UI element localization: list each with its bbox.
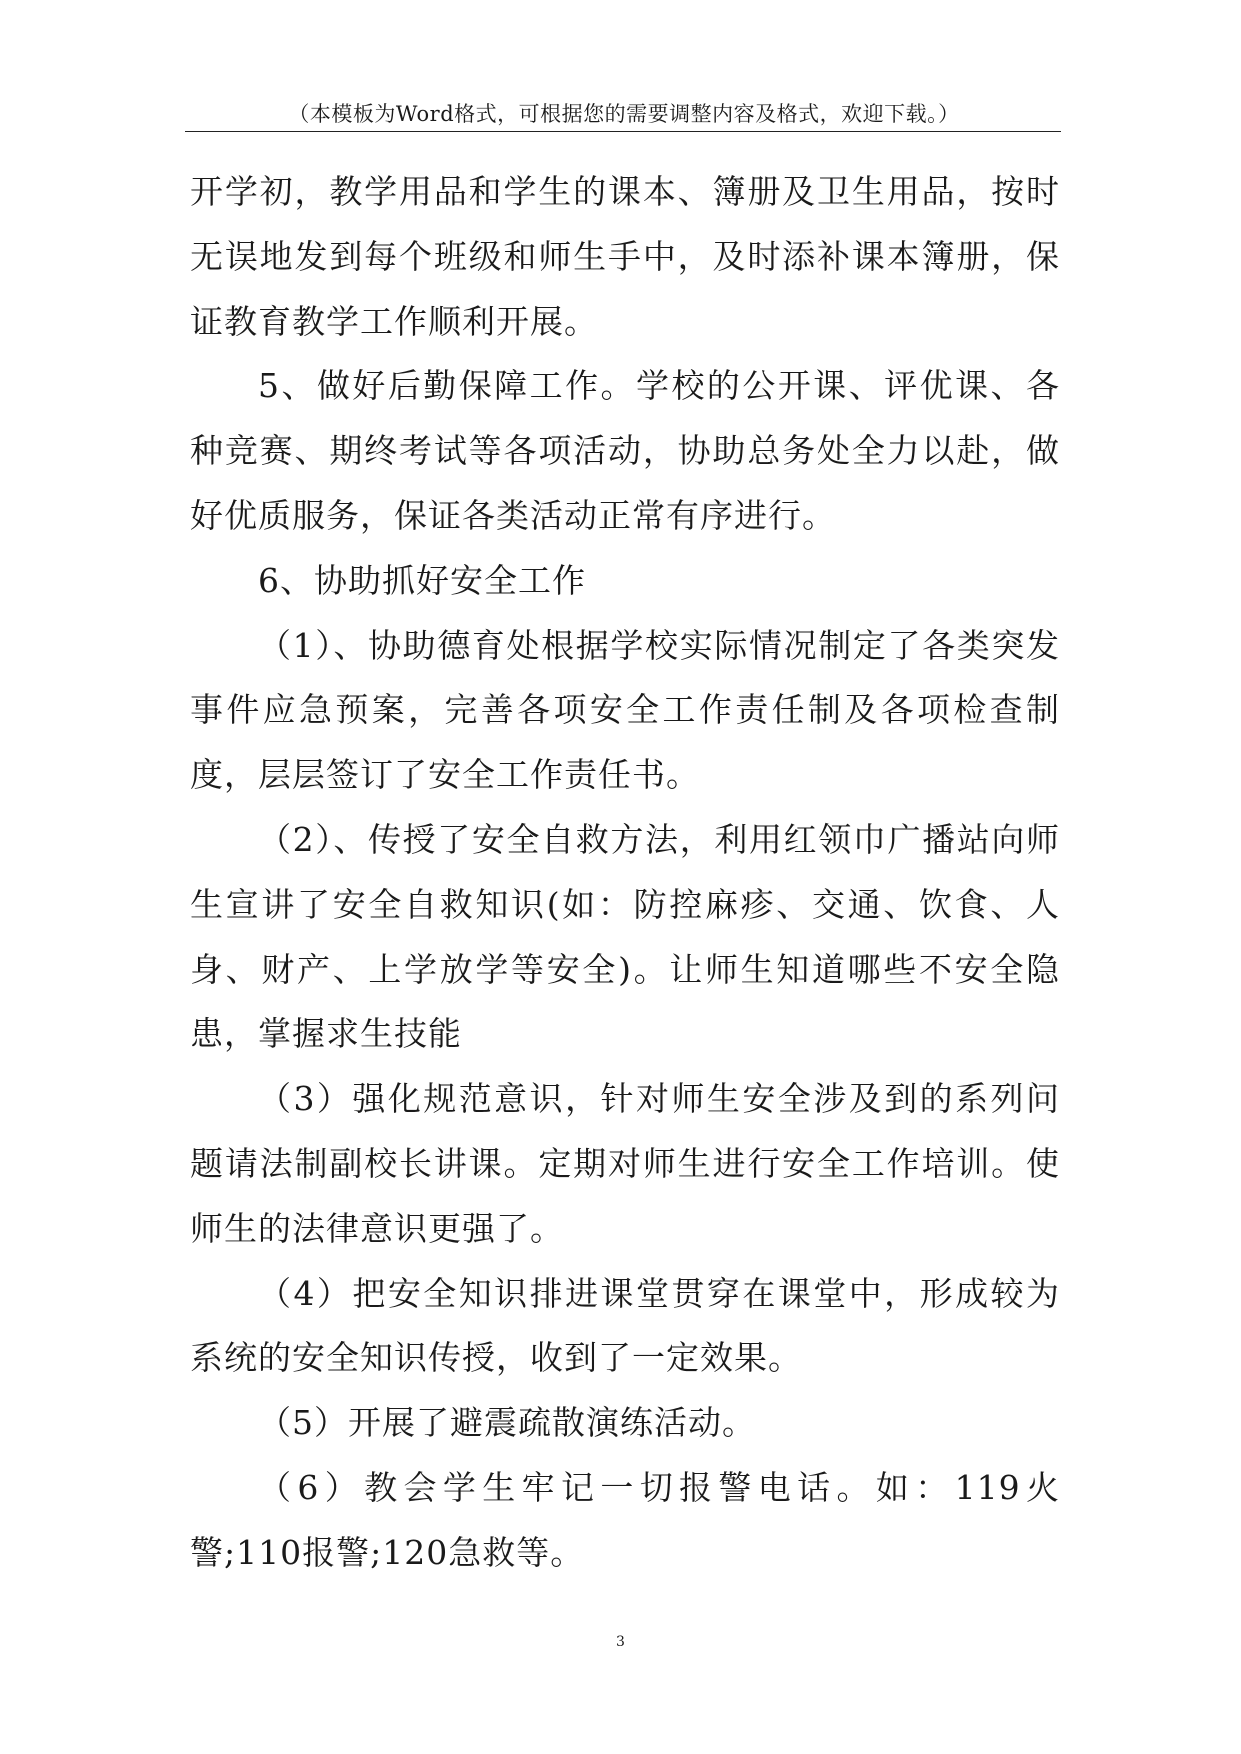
body-text: [190, 160, 1060, 1586]
header-note: （本模板为Word格式，可根据您的需要调整内容及格式，欢迎下载。）: [288, 102, 960, 126]
paragraph: （4）把安全知识排进课堂贯穿在课堂中，形成较为系统的安全知识传授，收到了一定效果。: [190, 1273, 1060, 1378]
paragraph: （6）教会学生牢记一切报警电话。如：119火警;110报警;120急救等。: [190, 1467, 1060, 1572]
paragraph: 6、协助抓好安全工作: [258, 560, 586, 600]
paragraph: （5）开展了避震疏散演练活动。: [258, 1403, 756, 1443]
header-divider: [185, 131, 1061, 132]
paragraph: （2）、传授了安全自救方法，利用红领巾广播站向师生宣讲了安全自救知识(如：防控麻疹、交通、饮食、人身、财产、上学放学等安全)。让师生知道哪些不安全隐患，掌握求生技能: [190, 819, 1060, 1054]
paragraph: 开学初，教学用品和学生的课本、簿册及卫生用品，按时无误地发到每个班级和师生手中，及时添补课本簿册，保证教育教学工作顺利开展。: [190, 172, 1060, 341]
paragraph: （3）强化规范意识，针对师生安全涉及到的系列问题请法制副校长讲课。定期对师生进行安全工作培训。使师生的法律意识更强了。: [190, 1079, 1060, 1248]
page-number: 3: [616, 1634, 625, 1650]
paragraph: （1）、协助德育处根据学校实际情况制定了各类突发事件应急预案，完善各项安全工作责任制及各项检查制度，层层签订了安全工作责任书。: [190, 625, 1060, 795]
paragraph: 5、做好后勤保障工作。学校的公开课、评优课、各种竞赛、期终考试等各项活动，协助总务处全力以赴，做好优质服务，保证各类活动正常有序进行。: [190, 366, 1060, 535]
